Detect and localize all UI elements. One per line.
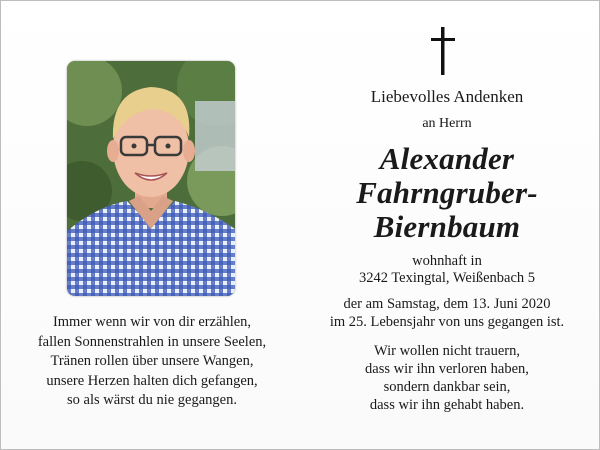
death-line: der am Samstag, dem 13. Juni 2020 (343, 296, 551, 312)
portrait-photo (67, 61, 235, 296)
name-line: Biernbaum (373, 209, 521, 244)
latin-cross-icon (430, 27, 456, 82)
verse-line: Wir wollen nicht trauern, (374, 343, 520, 359)
verse-line: sondern dankbar sein, (383, 379, 511, 395)
closing-verse (301, 342, 593, 414)
name-line: Alexander (379, 141, 515, 176)
poem-line: fallen Sonnenstrahlen in unsere Seelen, (37, 333, 267, 350)
memorial-heading: Liebevolles Andenken (370, 87, 524, 106)
deceased-name (301, 142, 593, 244)
memorial-poem (19, 313, 285, 411)
salutation: an Herrn (422, 116, 472, 131)
poem-line: Immer wenn wir von dir erzählen, (52, 314, 252, 330)
verse-line: dass wir ihn verloren haben, (365, 361, 529, 377)
name-line: Fahrngruber- (356, 175, 538, 210)
residence-line: 3242 Texingtal, Weißenbach 5 (358, 270, 536, 286)
residence (301, 253, 593, 287)
verse-line: dass wir ihn gehabt haben. (369, 397, 525, 413)
residence-line: wohnhaft in (412, 253, 482, 269)
death-notice (301, 295, 593, 331)
death-line: im 25. Lebensjahr von uns gegangen ist. (329, 314, 565, 330)
poem-line: unsere Herzen halten dich gefangen, (46, 372, 258, 389)
poem-line: Tränen rollen über unsere Wangen, (50, 353, 254, 369)
poem-line: so als wärst du nie gegangen. (67, 392, 237, 408)
